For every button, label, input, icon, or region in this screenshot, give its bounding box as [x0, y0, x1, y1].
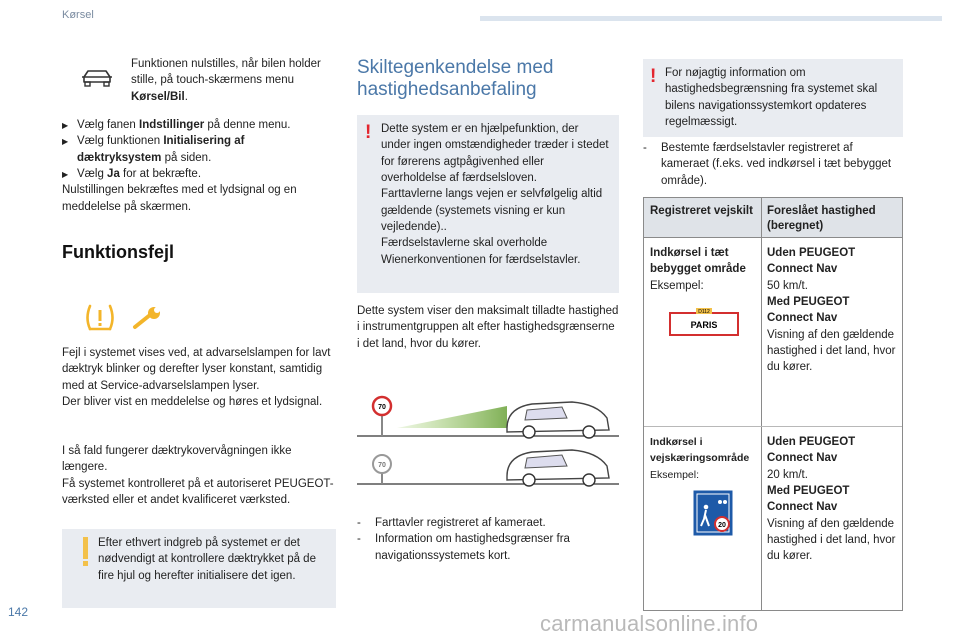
step-3: ▶ Vælg Ja for at bekræfte.	[62, 167, 202, 180]
paris-label: PARIS	[690, 320, 718, 330]
reset-paragraph: Funktionen nulstilles, når bilen holder stille, på touch-skærmens menu Kørsel/Bil.	[131, 58, 321, 103]
car-icon	[80, 66, 114, 88]
step-2: ▶ Vælg funktionen Initialisering af	[62, 135, 245, 148]
illustration-notes	[357, 515, 619, 564]
warning-exclamation-icon: !	[365, 122, 372, 143]
camera-note: - Bestemte færdselstavler registreret af kameraet (f.eks. ved indkørsel i tæt bebygget område).	[643, 142, 892, 187]
map-update-warning	[643, 59, 903, 137]
table-row-2-sign: Indkørsel i vejskæringsområde Eksempel:	[650, 436, 750, 481]
warning-text-1: Dette system er en hjælpefunktion, der under ingen omstændigheder træder i stedet for førerens agtpågivenhed eller overholdelse af færdselsloven.	[381, 123, 609, 184]
table-header-speed: Foreslået hastighed (beregnet)	[767, 205, 876, 232]
table-row-1-speed: Uden PEUGEOT Connect Nav 50 km/t. Med PEUGEOT Connect Nav Visning af den gældende hastighed i det land, hvor du kører.	[767, 247, 896, 374]
fault-paragraph-1: Fejl i systemet vises ved, at advarselslampen for lavt dæktryk blinker og derefter lyser konstant, samtidig med at Service-advarselslampen lyser. Der bliver vist en meddelelse og høres et lydsignal.	[62, 347, 331, 408]
note-1: - Farttavler registreret af kameraet.	[357, 517, 546, 529]
steps-list	[62, 117, 340, 215]
watermark: carmanualsonline.info	[540, 611, 759, 636]
system-intro: Dette system viser den maksimalt tilladte hastighed i instrumentgruppen alt efter hastighedsgrænserne i det land, hvor du kører.	[357, 305, 619, 350]
warning-text-3: Færdselstavlerne skal overholde Wienerkonventionen for færdselstavler.	[381, 237, 581, 266]
tyre-pressure-warning-icon	[84, 303, 116, 333]
service-wrench-icon	[130, 306, 164, 332]
meeting-zone-sign-icon	[693, 490, 733, 536]
section-title: Kørsel	[62, 9, 94, 21]
sign-speed-table	[643, 197, 903, 611]
heading-malfunction: Funktionsfejl	[62, 242, 174, 262]
info-text: Efter ethvert indgreb på systemet er det nødvendigt at kontrollere dæktrykket på de fire hjul og herefter initialisere det igen.	[98, 537, 316, 582]
sign-70-lower: 70	[378, 462, 386, 469]
sign-70-upper: 70	[378, 404, 386, 411]
map-warning-text: For nøjagtig information om hastighedsbegrænsning fra systemet skal bilens navigationssystemkort opdateres regelmæssigt.	[665, 67, 878, 128]
confirm-text: Nulstillingen bekræftes med et lydsignal og en meddelelse på skærmen.	[62, 184, 297, 213]
warning-exclamation-icon: !	[650, 66, 657, 87]
town-entry-sign-icon	[669, 308, 739, 336]
page-number: 142	[8, 605, 29, 619]
step-2-cont: dæktryksystem på siden.	[77, 151, 212, 164]
info-box	[62, 529, 336, 608]
warning-text-2: Farttavlerne langs vejen er selvfølgelig altid gældende (systemets visning er kun vejledende)..	[381, 188, 603, 233]
heading-sign-recognition: Skiltegenkendelse med hastighedsanbefaling	[357, 57, 554, 101]
fault-paragraph-2: I så fald fungerer dæktrykovervågningen ikke længere. Få systemet kontrolleret på et autoriseret PEUGEOT-værksted eller et andet kvalificeret værksted.	[62, 445, 334, 506]
table-row-2-speed: Uden PEUGEOT Connect Nav 20 km/t. Med PEUGEOT Connect Nav Visning af den gældende hastighed i det land, hvor du kører.	[767, 436, 896, 563]
warning-box	[357, 115, 619, 293]
table-row-1-sign: Indkørsel i tæt bebygget område Eksempel:	[650, 247, 746, 292]
sign-20-label: 20	[718, 522, 726, 529]
step-1: ▶ Vælg fanen Indstillinger på denne menu.	[62, 119, 291, 131]
note-2: - Information om hastighedsgrænser fra navigationssystemets kort.	[357, 533, 570, 562]
info-icon	[83, 537, 88, 559]
header-bar	[480, 16, 942, 21]
camera-sign-illustration	[357, 388, 619, 500]
table-header-sign: Registreret vejskilt	[650, 205, 753, 217]
sign-tag: D112	[698, 309, 710, 315]
